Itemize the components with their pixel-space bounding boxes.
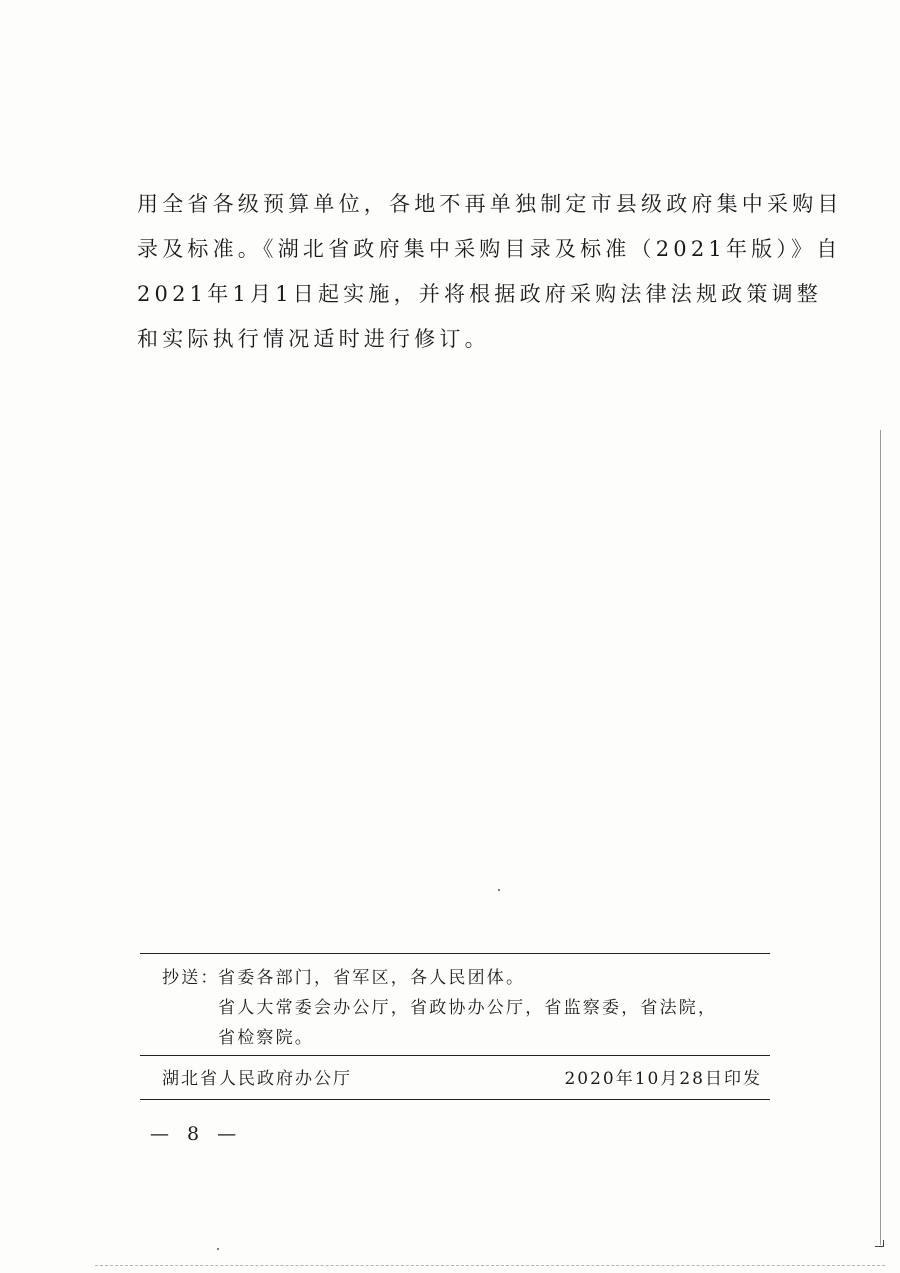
- cc-row: [162, 963, 772, 993]
- cc-recipients-line-3: 省检察院。: [218, 1028, 314, 1048]
- cc-recipients-line-1: 省委各部门，省军区，各人民团体。: [218, 968, 526, 988]
- cc-bottom-rule: [140, 1055, 770, 1056]
- scan-edge-right: [880, 430, 881, 1245]
- cc-recipients-line-2: 省人大常委会办公厅，省政协办公厅，省监察委，省法院，: [218, 998, 718, 1018]
- body-line: 和实际执行情况适时进行修订。: [137, 327, 490, 351]
- body-line: 2021年1月1日起实施，并将根据政府采购法律法规政策调整: [137, 282, 822, 306]
- issue-date: 2020年10月28日印发: [564, 1069, 762, 1089]
- scan-edge-bottom: [95, 1265, 885, 1266]
- cc-block: [162, 963, 772, 1053]
- cc-label: 抄送：: [162, 968, 220, 988]
- scan-edge-tick: [875, 1240, 884, 1247]
- body-line: 用全省各级预算单位，各地不再单独制定市县级政府集中采购目: [137, 192, 843, 216]
- issuer: 湖北省人民政府办公厅: [162, 1069, 352, 1089]
- scan-speck: [217, 1248, 219, 1250]
- page-number: — 8 —: [150, 1123, 243, 1145]
- footer-bottom-rule: [140, 1099, 770, 1100]
- cc-top-rule: [140, 953, 770, 954]
- body-text: [137, 182, 843, 362]
- body-line: 录及标准。《湖北省政府集中采购目录及标准（2021年版）》自: [137, 237, 842, 261]
- scan-speck: [498, 889, 500, 891]
